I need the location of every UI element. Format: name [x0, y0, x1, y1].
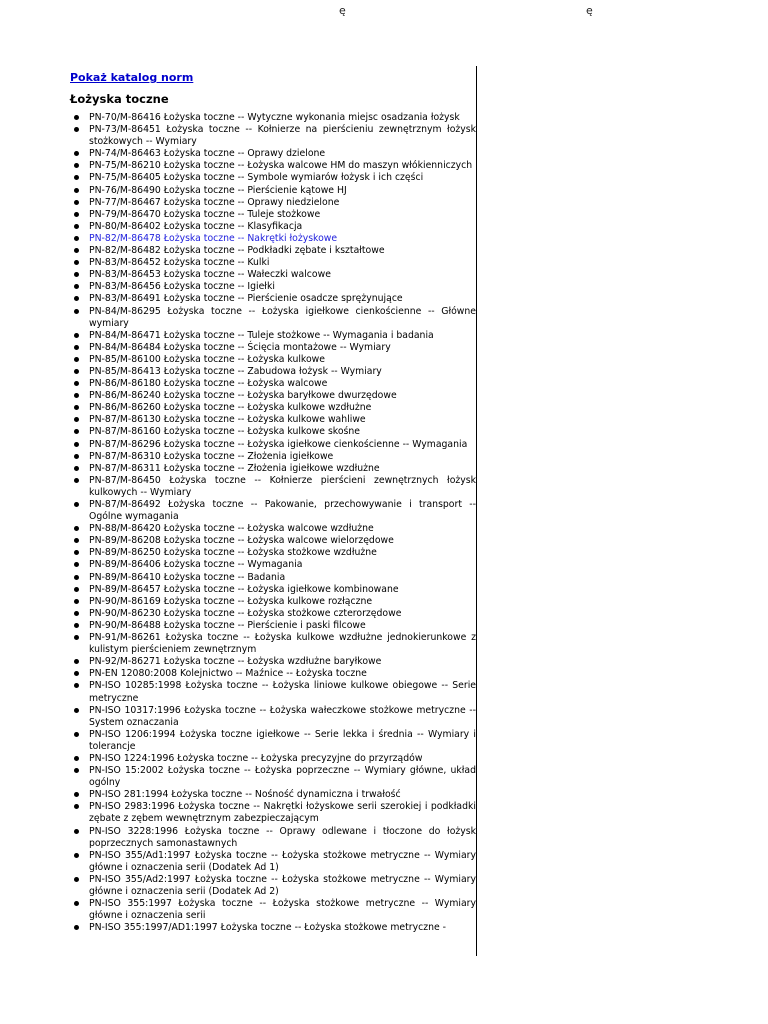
page-mark-right: ę	[586, 4, 593, 17]
norm-list-item: PN-74/M-86463 Łożyska toczne -- Oprawy dzielone	[70, 148, 476, 160]
norm-list-item: PN-75/M-86405 Łożyska toczne -- Symbole wymiarów łożysk i ich części	[70, 172, 476, 184]
norm-list-item: PN-84/M-86295 Łożyska toczne -- Łożyska igiełkowe cienkościenne -- Główne wymiary	[70, 306, 476, 330]
column-divider	[476, 66, 477, 956]
norm-list-item: PN-83/M-86491 Łożyska toczne -- Pierścienie osadcze sprężynujące	[70, 293, 476, 305]
norm-list-item: PN-ISO 2983:1996 Łożyska toczne -- Nakrętki łożyskowe serii szerokiej i podkładki zębate z zębem wewnętrznym zabezpieczającym	[70, 801, 476, 825]
norm-list-item: PN-EN 12080:2008 Kolejnictwo -- Maźnice -- Łożyska toczne	[70, 668, 476, 680]
norm-catalog-panel	[70, 71, 476, 934]
norm-list-item: PN-85/M-86100 Łożyska toczne -- Łożyska kulkowe	[70, 354, 476, 366]
norm-list-item: PN-76/M-86490 Łożyska toczne -- Pierścienie kątowe HJ	[70, 185, 476, 197]
norm-list-item: PN-88/M-86420 Łożyska toczne -- Łożyska walcowe wzdłużne	[70, 523, 476, 535]
norm-list-item: PN-90/M-86169 Łożyska toczne -- Łożyska kulkowe rozłączne	[70, 596, 476, 608]
norm-list-item: PN-80/M-86402 Łożyska toczne -- Klasyfikacja	[70, 221, 476, 233]
norm-list-item: PN-84/M-86484 Łożyska toczne -- Ścięcia montażowe -- Wymiary	[70, 342, 476, 354]
norm-list-item: PN-ISO 10317:1996 Łożyska toczne -- Łożyska wałeczkowe stożkowe metryczne -- System oznaczania	[70, 705, 476, 729]
norm-list-item: PN-ISO 281:1994 Łożyska toczne -- Nośność dynamiczna i trwałość	[70, 789, 476, 801]
norm-list-item: PN-87/M-86130 Łożyska toczne -- Łożyska kulkowe wahliwe	[70, 414, 476, 426]
norm-list-item: PN-90/M-86230 Łożyska toczne -- Łożyska stożkowe czterorzędowe	[70, 608, 476, 620]
section-heading: Łożyska toczne	[70, 92, 169, 106]
norm-list-item: PN-ISO 355:1997/AD1:1997 Łożyska toczne -- Łożyska stożkowe metryczne -	[70, 922, 476, 934]
norm-list-item: PN-89/M-86250 Łożyska toczne -- Łożyska stożkowe wzdłużne	[70, 547, 476, 559]
norm-list-item: PN-91/M-86261 Łożyska toczne -- Łożyska kulkowe wzdłużne jednokierunkowe z kulistym pierścieniem zewnętrznym	[70, 632, 476, 656]
norm-list-item: PN-89/M-86457 Łożyska toczne -- Łożyska igiełkowe kombinowane	[70, 584, 476, 596]
norm-list-item: PN-ISO 3228:1996 Łożyska toczne -- Oprawy odlewane i tłoczone do łożysk poprzecznych samonastawnych	[70, 826, 476, 850]
norm-list-item: PN-86/M-86260 Łożyska toczne -- Łożyska kulkowe wzdłużne	[70, 402, 476, 414]
norm-list-item: PN-83/M-86453 Łożyska toczne -- Wałeczki walcowe	[70, 269, 476, 281]
norm-list-item: PN-87/M-86296 Łożyska toczne -- Łożyska igiełkowe cienkościenne -- Wymagania	[70, 439, 476, 451]
norm-list-item[interactable]: PN-82/M-86478 Łożyska toczne -- Nakrętki łożyskowe	[70, 233, 476, 245]
norm-list-item: PN-ISO 355/Ad2:1997 Łożyska toczne -- Łożyska stożkowe metryczne -- Wymiary główne i oznaczenia serii (Dodatek Ad 2)	[70, 874, 476, 898]
norm-list-item: PN-89/M-86410 Łożyska toczne -- Badania	[70, 572, 476, 584]
norm-list-item: PN-87/M-86310 Łożyska toczne -- Złożenia igiełkowe	[70, 451, 476, 463]
norm-list-item: PN-ISO 355:1997 Łożyska toczne -- Łożyska stożkowe metryczne -- Wymiary główne i oznaczenia serii	[70, 898, 476, 922]
norm-list-item: PN-82/M-86482 Łożyska toczne -- Podkładki zębate i kształtowe	[70, 245, 476, 257]
norm-list-item: PN-89/M-86406 Łożyska toczne -- Wymagania	[70, 559, 476, 571]
norm-list-item: PN-75/M-86210 Łożyska toczne -- Łożyska walcowe HM do maszyn włókienniczych	[70, 160, 476, 172]
norm-list	[70, 112, 476, 934]
norm-list-item: PN-70/M-86416 Łożyska toczne -- Wytyczne wykonania miejsc osadzania łożysk	[70, 112, 476, 124]
norm-list-item: PN-ISO 10285:1998 Łożyska toczne -- Łożyska liniowe kulkowe obiegowe -- Serie metryczne	[70, 680, 476, 704]
norm-list-item: PN-87/M-86450 Łożyska toczne -- Kołnierze pierścieni zewnętrznych łożysk kulkowych -- Wymiary	[70, 475, 476, 499]
norm-list-item: PN-87/M-86160 Łożyska toczne -- Łożyska kulkowe skośne	[70, 426, 476, 438]
norm-list-item: PN-87/M-86492 Łożyska toczne -- Pakowanie, przechowywanie i transport -- Ogólne wymagania	[70, 499, 476, 523]
norm-list-item: PN-84/M-86471 Łożyska toczne -- Tuleje stożkowe -- Wymagania i badania	[70, 330, 476, 342]
norm-list-item: PN-92/M-86271 Łożyska toczne -- Łożyska wzdłużne baryłkowe	[70, 656, 476, 668]
norm-list-item: PN-86/M-86240 Łożyska toczne -- Łożyska baryłkowe dwurzędowe	[70, 390, 476, 402]
norm-list-item: PN-ISO 1206:1994 Łożyska toczne igiełkowe -- Serie lekka i średnia -- Wymiary i tolerancje	[70, 729, 476, 753]
norm-list-item: PN-73/M-86451 Łożyska toczne -- Kołnierze na pierścieniu zewnętrznym łożysk stożkowych -- Wymiary	[70, 124, 476, 148]
norm-list-item: PN-83/M-86452 Łożyska toczne -- Kulki	[70, 257, 476, 269]
norm-list-item: PN-ISO 15:2002 Łożyska toczne -- Łożyska poprzeczne -- Wymiary główne, układ ogólny	[70, 765, 476, 789]
norm-list-item: PN-87/M-86311 Łożyska toczne -- Złożenia igiełkowe wzdłużne	[70, 463, 476, 475]
norm-list-item: PN-83/M-86456 Łożyska toczne -- Igiełki	[70, 281, 476, 293]
norm-list-item: PN-89/M-86208 Łożyska toczne -- Łożyska walcowe wielorzędowe	[70, 535, 476, 547]
norm-list-item: PN-ISO 355/Ad1:1997 Łożyska toczne -- Łożyska stożkowe metryczne -- Wymiary główne i oznaczenia serii (Dodatek Ad 1)	[70, 850, 476, 874]
norm-list-item: PN-ISO 1224:1996 Łożyska toczne -- Łożyska precyzyjne do przyrządów	[70, 753, 476, 765]
show-catalog-link[interactable]: Pokaż katalog norm	[70, 71, 194, 84]
page-mark-left: ę	[339, 4, 346, 17]
norm-list-item: PN-77/M-86467 Łożyska toczne -- Oprawy niedzielone	[70, 197, 476, 209]
norm-list-item: PN-90/M-86488 Łożyska toczne -- Pierścienie i paski filcowe	[70, 620, 476, 632]
norm-list-item: PN-86/M-86180 Łożyska toczne -- Łożyska walcowe	[70, 378, 476, 390]
norm-list-item: PN-79/M-86470 Łożyska toczne -- Tuleje stożkowe	[70, 209, 476, 221]
norm-list-item: PN-85/M-86413 Łożyska toczne -- Zabudowa łożysk -- Wymiary	[70, 366, 476, 378]
